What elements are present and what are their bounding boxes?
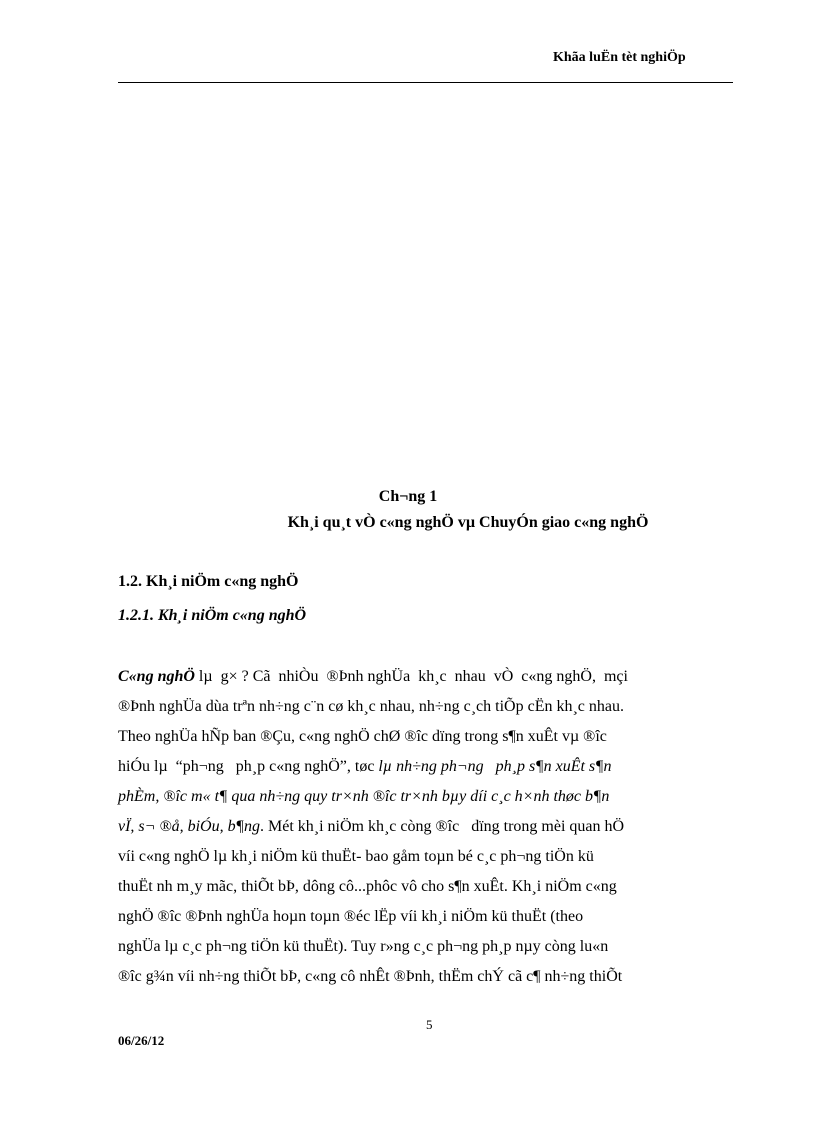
text-run: hiÓu lµ “ph¬ng ph¸p c«ng nghÖ”, tøc — [118, 758, 379, 775]
text-line: ®îc g¾n víi nh÷ng thiÕt bÞ, c«ng cô nhÊt ®Þnh, thËm chÝ cã c¶ nh÷ng thiÕt — [118, 968, 623, 985]
text-line: ®Þnh nghÜa dùa trªn nh÷ng c¨n cø kh¸c nhau, nh÷ng c¸ch tiÕp cËn kh¸c nhau. — [118, 698, 625, 715]
italic-text-run: lµ nh÷ng ph¬ng ph¸p s¶n xuÊt s¶n — [378, 758, 612, 775]
page-header-title: Khãa luËn tèt nghiÖp — [553, 50, 686, 65]
text-line — [118, 812, 735, 842]
section-heading: 1.2. Kh¸i niÖm c«ng nghÖ — [118, 573, 299, 590]
text-run: . Mét kh¸i niÖm kh¸c còng ®îc dïng trong mèi quan hÖ — [259, 818, 625, 835]
text-line: Theo nghÜa hÑp ban ®Çu, c«ng nghÖ chØ ®îc dïng trong s¶n xuÊt vµ ®îc — [118, 728, 607, 745]
chapter-number: Ch¬ng 1 — [378, 488, 438, 505]
text-line — [118, 752, 735, 782]
text-line: víi c«ng nghÖ lµ kh¸i niÖm kü thuËt- bao gåm toµn bé c¸c ph¬ng tiÖn kü — [118, 848, 594, 865]
text-line: nghÜa lµ c¸c ph¬ng tiÖn kü thuËt). Tuy r»ng c¸c ph¬ng ph¸p nµy còng lu«n — [118, 938, 609, 955]
body-paragraph — [118, 662, 735, 992]
text-line: phÈm, ®îc m« t¶ qua nh÷ng quy tr×nh ®îc tr×nh bµy díi c¸c h×nh thøc b¶n — [118, 788, 610, 805]
defined-term: C«ng nghÖ — [118, 668, 195, 685]
text-run: lµ g× ? Cã nhiÒu ®Þnh nghÜa kh¸c nhau vÒ c«ng nghÖ, mçi — [194, 668, 628, 685]
chapter-title: Kh¸i qu¸t vÒ c«ng nghÖ vµ ChuyÓn giao c«ng nghÖ — [287, 514, 649, 531]
header-divider — [118, 82, 733, 83]
text-line — [118, 662, 735, 692]
italic-text-run: vÏ, s¬ ®å, biÓu, b¶ng — [118, 818, 260, 835]
text-line: nghÖ ®îc ®Þnh nghÜa hoµn toµn ®éc lËp víi kh¸i niÖm kü thuËt (theo — [118, 908, 584, 925]
text-line: thuËt nh m¸y mãc, thiÕt bÞ, dông cô...phôc vô cho s¶n xuÊt. Kh¸i niÖm c«ng — [118, 878, 617, 895]
footer-date: 06/26/12 — [118, 1033, 165, 1048]
page-number: 5 — [426, 1017, 433, 1032]
subsection-heading: 1.2.1. Kh¸i niÖm c«ng nghÖ — [118, 607, 307, 624]
